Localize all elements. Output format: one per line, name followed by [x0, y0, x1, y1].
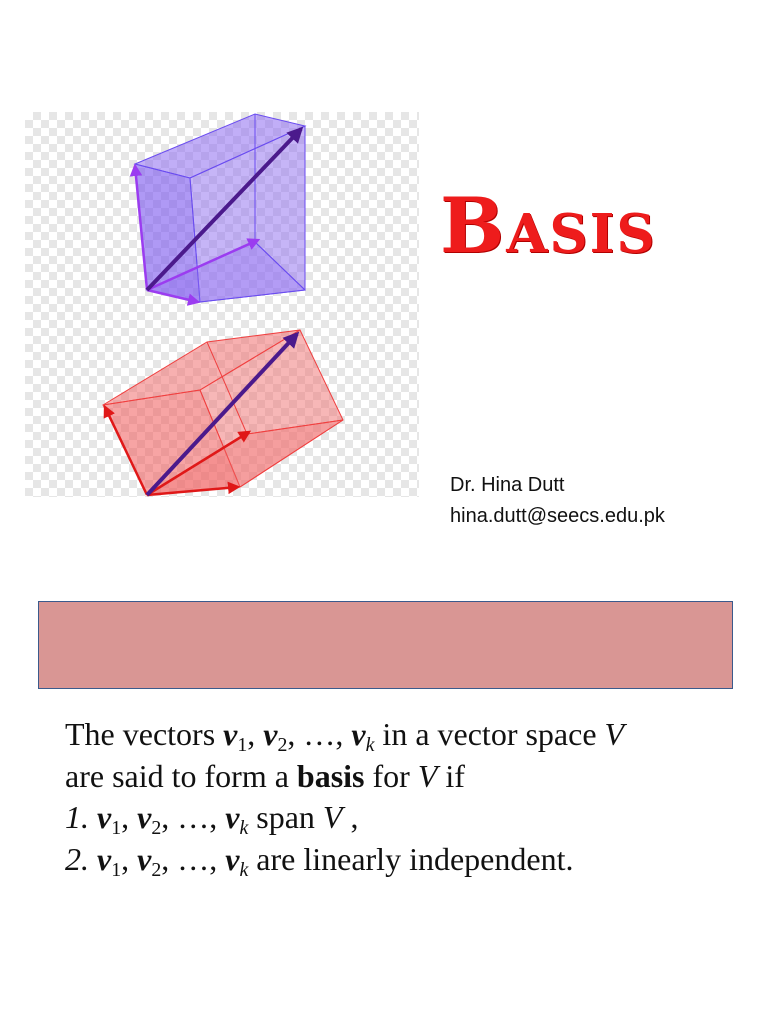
item-number: 1.: [65, 799, 89, 835]
item-number: 2.: [65, 840, 89, 877]
vector-symbol: $v_k$: [225, 799, 249, 839]
author-block: [450, 470, 665, 532]
vector-symbol: $v_1$: [97, 799, 122, 839]
vector-symbol: $v_k$: [225, 840, 249, 881]
condition-item-1: 1. $v_1$, $v_2$, …, $v_k$ span V ,: [65, 799, 359, 839]
vector-symbol: $v_2$: [137, 799, 162, 839]
author-email: hina.dutt@seecs.edu.pk: [450, 505, 665, 527]
space-symbol: V: [604, 716, 625, 752]
vector-symbol: $v_1$: [223, 716, 248, 756]
section-banner: [38, 601, 733, 689]
condition-item-2: 2. $v_1$, $v_2$, …, $v_k$ are linearly independent.: [65, 840, 574, 881]
vector-list: $v_1$, $v_2$, …, $v_k$: [97, 840, 249, 881]
definition-line-2: are said to form a basis for V if: [65, 757, 465, 794]
vector-symbol: $v_2$: [263, 716, 288, 756]
page-title: Basis: [440, 181, 657, 270]
basis-vectors-illustration: [25, 112, 419, 497]
basis-vectors-figure: [25, 112, 419, 497]
vector-symbol: $v_k$: [351, 716, 375, 756]
space-symbol: V: [417, 757, 438, 794]
basis-definition: [65, 714, 755, 880]
vector-list: $v_1$, $v_2$, …, $v_k$: [223, 716, 375, 756]
space-symbol: V: [322, 799, 343, 835]
vector-list: $v_1$, $v_2$, …, $v_k$: [97, 799, 249, 839]
author-name: Dr. Hina Dutt: [450, 474, 565, 496]
definition-line-1: The vectors $v_1$, $v_2$, …, $v_k$ in a vector space V: [65, 716, 625, 756]
vector-symbol: $v_2$: [137, 840, 162, 881]
vector-symbol: $v_1$: [97, 840, 122, 881]
basis-term: basis: [296, 757, 365, 794]
